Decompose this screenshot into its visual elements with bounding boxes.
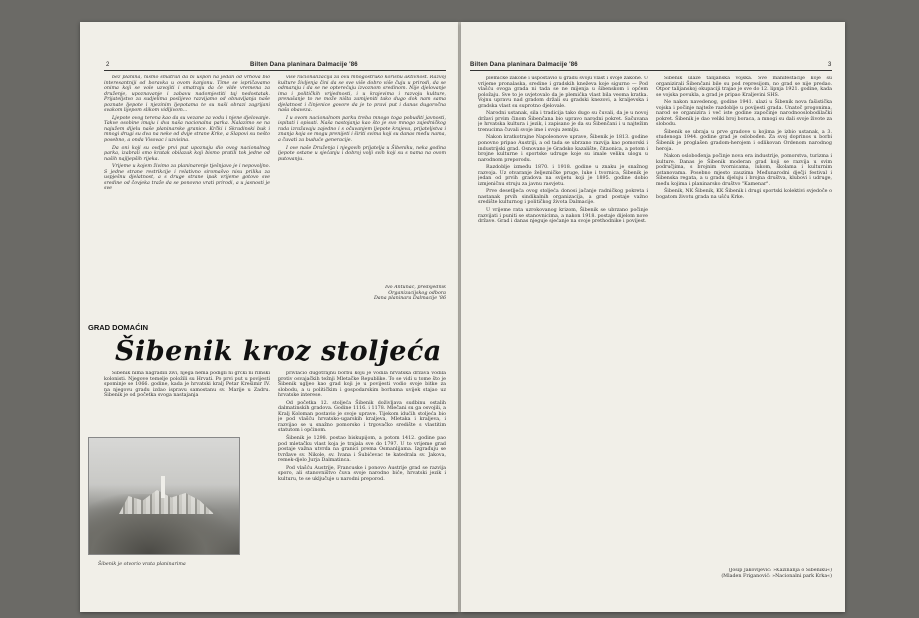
references-block bbox=[656, 568, 832, 584]
intro-col1-p3: Da oni koji su ovdje prvi put upoznaju dio ovog nacionalnog parka, izabrali smo kratak obilazak koji bismo pratili tok jedne od naših najljepših rijeka. bbox=[104, 145, 270, 162]
intro-col2-p2: I u ovom nacionalnom parku treba mnogo toga pobuditi javnosti, ispitati i opisati. Naša nastojanja kao što je svo mnogo zajedničkog rada izražavaju zajedno i s očuvanjem ljepote krajeva, prijateljstva i znanja koja se mogu prenijeti i širiti svima koji su danas među nama, a čuvati za buduće generacije. bbox=[278, 115, 446, 144]
right-col2-p2: Ne nakon navedenog, godine 1941. ulazi u Šibenik nova fašistička vojska i počinje najteže razdoblje u povijesti grada. Unatoč progonima, narod se organizira i već iste godine započinje narodnooslobodilački pokret. Šibenik je dao veliki broj boraca, a mnogi su dali svoje živote za slobodu. bbox=[656, 100, 832, 128]
right-col1-p6: U vrijeme rata uzrokovanog krizom, Šibenik se ubrzano počinje razvijati i puniti se stanovnicima, a nakon 1918. postaje dijelom nove države. Grad i danas njeguje sjećanje na svoje prethodnike i povijest. bbox=[478, 208, 648, 225]
intro-col1-p1: bez planina, nismo smatrali da bi uspon na jedan od vrhova bio interesantniji od boravka u ovom kanjonu. Time se ispričavamo onima koji se vole uzvojiti i smatraju da će vlde vremena za druženje, upoznavanje i zabavu nadomjestiti taj nedostatak. Prijateljstvo za sudjelima poslijevo razvijamo od obnavljanja naše poznate ljepote i njezinim ljepotama te su naši obrazi zagrijani svakom lijepom slikom vidljivom... bbox=[104, 75, 270, 114]
article-title: Šibenik kroz stoljeća bbox=[115, 336, 442, 367]
right-column-1 bbox=[478, 76, 648, 591]
right-col1-p5: Prve desetljeća ovog stoljeća donosi jačanje radničkog pokreta i nastanak prvih sindikalnih organizacija, a grad postaje važno središte kulturnog i političkog života Dalmacije. bbox=[478, 189, 648, 206]
intro-column-1 bbox=[104, 75, 270, 315]
left-page-number: 2 bbox=[106, 62, 110, 68]
intro-col2-p1: više racionalizacija za ovu mnogostruko korisnu aktivnost. Razvoj kulture življenja čini da se sve više dobro više čuju u prirodi, da se odmaraju i da se ne opterećuju izvoznom sredinom. Nije djelovanje ima i političkih vrijednosti, i u krajevima i razvoju kulture, prenašanje to ne može ništa zamijeniti tako dugo dok nam sama djelatnost i činjenice govore da je to pravi put i danas dugoročna naša obaveza. bbox=[278, 75, 446, 114]
right-column-2 bbox=[656, 76, 832, 556]
right-header-rule bbox=[470, 70, 832, 71]
right-col1-p4: Razdoblje između 1870. i 1918. godine u znaku je snažnog razvoja. Uz otvaranje željezničke pruge, luke i tvornica, Šibenik je jedan od prvih gradova na svijetu koji je 1895. godine dobio izmjeničnu struju za javnu rasvjetu. bbox=[478, 165, 648, 187]
right-col2-p1: Šibenik ulaze talijanska vojska. Sve manifestacije koje su organizirali Šibenčani bile su pod represijom, no grad se nije predao. Otpor talijanskoj okupaciji trajao je sve do 12. lipnja 1921. godine, kada se vojska povukla, a grad je pripao Kraljevini SHS. bbox=[656, 76, 832, 98]
intro-column-2 bbox=[278, 75, 446, 285]
signature-line-1: Ivo Antunac, predsjednik bbox=[385, 285, 446, 290]
right-col1-p2: Narodni ustanak, sila i tradicija tako dugo su čuvali, da je u novoj državi prvim činom Šibenčana bio upravo narodni pokret. Sačuvana je hrvatska kultura i jezik, i zapisano je da su Šibenčani i u najtežim trenucima čuvali svoje ime i svoju zemlju. bbox=[478, 111, 648, 133]
right-page-header: Bilten Dana planinara Dalmacije '86 bbox=[470, 62, 578, 68]
intro-col1-p2: Ljepote ovog terena kao da su vezane za vodu i njene djelovanje. Takve osobine imaju i dva naša nacionalna parka. Nalazimo se na najužem dijelu naše planinarske granice. Krčki i Skradinski buk i mnogi drugi su dva na neke od dvije strane Krke, a Slapovi su nešto posebno, a onda Visovac i uzvisina. bbox=[104, 115, 270, 144]
reference-1: (Josip Jakovljević: »Kažinanja o Šibeniku«) bbox=[728, 568, 832, 573]
signature-block bbox=[280, 285, 446, 305]
right-col1-p3: Nakon kratkotrajne Napoleonove uprave, Šibenik je 1813. godine ponovno pripao Austriji, a od tada se ubrzano razvija kao pomorski i industrijski grad. Osnovano je Gradsko kazalište, čitaonica, a potom i brojne kulturne i sportske udruge koje su imale veliku ulogu u narodnom preporodu. bbox=[478, 135, 648, 163]
right-col2-p3: Šibenik se ubraja u prve gradove u kojima je izbio ustanak, a 3. studenoga 1944. godine grad je oslobođen. Za svoj doprinos u borbi Šibenik je proglašen gradom-herojem i odlikovan Ordenom narodnog heroja. bbox=[656, 129, 832, 152]
article-column-1 bbox=[104, 371, 270, 433]
left-page-header: Bilten Dana planinara Dalmacije '86 bbox=[250, 62, 358, 68]
intro-col2-p3: I ove naše Druženja i njegovih prijatelja u Šibeniku, neka godina ljepote ostane u sjećanju i dobroj volji svih koji su s nama na ovom putovanju. bbox=[278, 145, 446, 162]
article-col2-p3: Šibenik je 1298. postao biskupijom, a potom 1412. godine pao pod mletačku vlast koja je trajala sve do 1797. U to vrijeme grad postaje važna utvrda na granici prema Osmanlijama. Izgrađuju se tvrđave sv. Nikole, sv. Ivana i Šubićevac te katedrala sv. Jakova, remek-djelo Jurja Dalmatinca. bbox=[278, 436, 446, 464]
article-col1-p1: Šibenik nima nagradili živi, njega nema podigli ni grčki ni rimski kolonisti. Njegove temelje položili su Hrvati. Po prvi put u povijesti spominje se 1066. godine, kada je hrvatski kralj Petar Krešimir IV. na njegovu gradu izdao ispravu samostanu sv. Marije u Zadru. Šibenik je od početka svoga nastajanja bbox=[104, 371, 270, 399]
section-label: GRAD DOMAĆIN bbox=[88, 323, 148, 332]
photo-caption: Šibenik je otvorio vrata planinarima bbox=[98, 562, 186, 567]
photo-tower bbox=[161, 476, 165, 498]
signature-line-2: Organizacijskog odbora bbox=[388, 290, 446, 296]
article-col2-p4: Pod vlašću Austrije, Francuske i ponovo Austrije grad se razvija sporo, ali stanovništvo čuva svoje narodno biće, hrvatski jezik i kulturu, te se uključuje u narodni preporod. bbox=[278, 465, 446, 482]
signature-line-3: Dana planinara Dalmacije '86 bbox=[373, 296, 446, 302]
right-col2-p4: Nakon oslobođenja počinje nova era industrije, pomorstva, turizma i kulture. Danas je Šibenik moderan grad koji se razvija u svim područjima, s brojnim tvornicama, lukom, školama i kulturnim ustanovama. Posebno mjesto zauzima Međunarodni dječji festival i Šibenska regata, a u gradu djeluju i brojna društva, klubovi i udruge, među kojima i planinarsko društvo "Kamenar". bbox=[656, 154, 832, 187]
right-page-number: 3 bbox=[828, 62, 832, 68]
reference-2: (Mladen Friganović: »Nacionalni park Krka«) bbox=[721, 573, 832, 579]
left-header-rule bbox=[104, 70, 446, 71]
sibenik-photo bbox=[88, 437, 240, 555]
article-column-2 bbox=[278, 371, 446, 586]
article-col2-p2: Od početka 12. stoljeća Šibenik doživljava sudbinu ostalih dalmatinskih gradova. Godine 1116. i 1178. Mlečani su ga osvojili, a Kralj Koloman postavio je svoje uprave. Tijekom idućih stoljeća bio je pod vlašću hrvatsko-ugarskih kraljeva, Mletaka i kraljeva, i razvijao se u snažno pomorsko i trgovačko središte s vlastitim statutom i općinom. bbox=[278, 400, 446, 434]
right-col2-p5: Šibenik, NK Šibenik, KK Šibenik i drugi sportski kolektivi svjedoče o bogatom životu grada na ušću Krke. bbox=[656, 189, 832, 200]
intro-col1-p4: Vrijeme u kojem živimo za planinarenje tješnjavo je i nepovoljno. S jedne strane restrikcije i relativno siromašvo nisu prilika za uspješnu djelatnost, a s druge strane ipak vrijeme gotovo sve sredine od čovjeka traže da se ponovno vrati prirodi, a u jasnosti je sve bbox=[104, 164, 270, 192]
right-col1-p1: plemićke zakone i uspostavio u gradu svoju vlast i svoje zakone. U vrijeme pronalaska, sredine i gradskih kneževa koje sigurno — Pod vlašću ovoga grada ni tada se ne mijenja u šibenskom i općem položaju. Sve to je uvjetovalo da je plemićka vlast bila veoma kratka. Vojnu upravu nad gradom držali su gradski knezovi, a kraljevska i gradska vlast su suprotno djelovale. bbox=[478, 76, 648, 109]
article-col2-p1: privlačio dugotrajnu borbu koju je vodila hrvatska država vodila protiv osvajačkih težnji Mletačke Republike. To se vidi u tome što je Šibenik ugljeo kao grad koji je u povijesti vodio svoje bitke za slobodu, a u političkim i gospodarskim borbama uvijek stajao uz hrvatske interese. bbox=[278, 371, 446, 399]
